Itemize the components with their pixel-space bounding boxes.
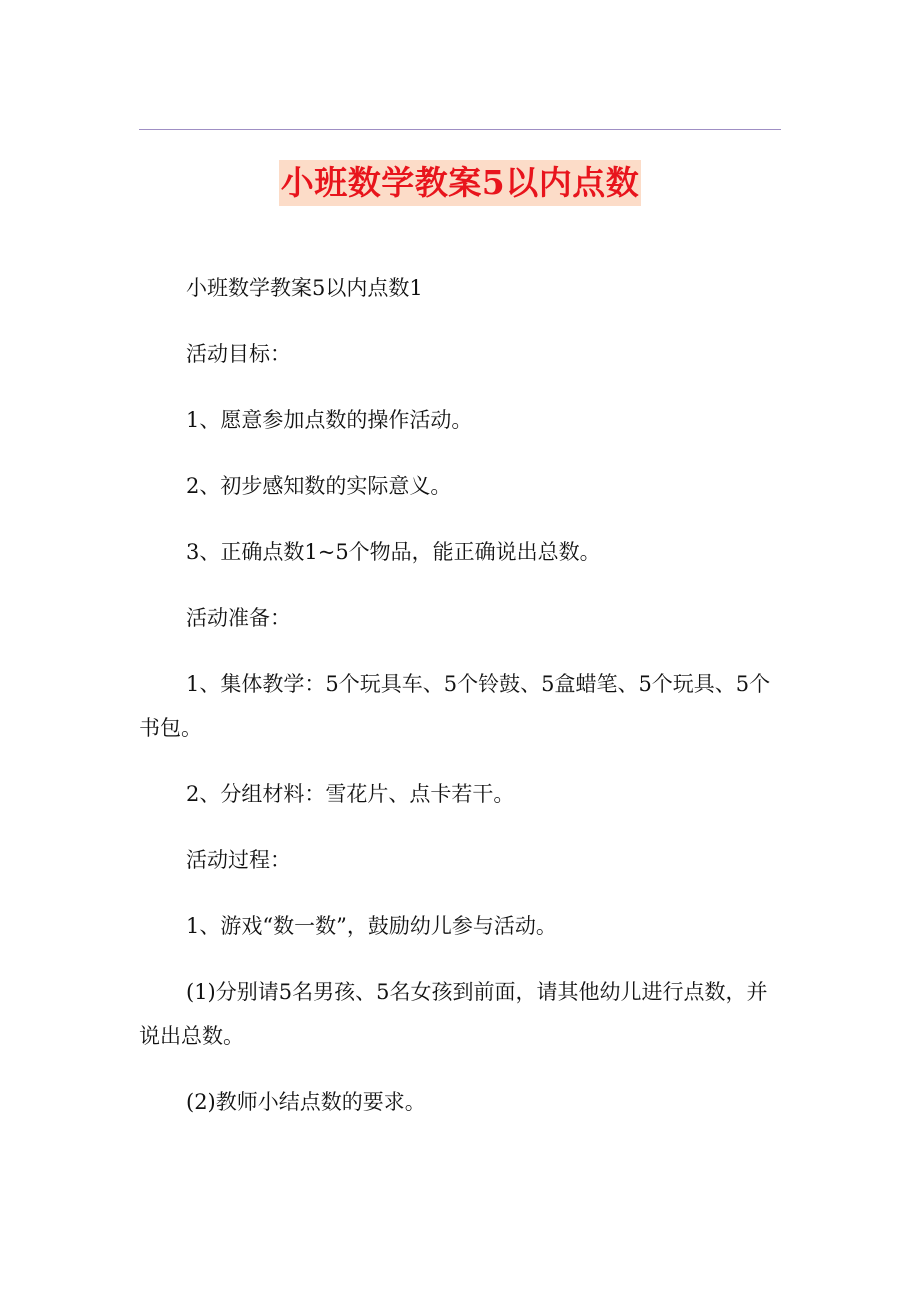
paragraph: 1、集体教学：5个玩具车、5个铃鼓、5盒蜡笔、5个玩具、5个书包。: [139, 672, 771, 740]
paragraph: (1)分别请5名男孩、5名女孩到前面，请其他幼儿进行点数，并说出总数。: [139, 980, 768, 1048]
paragraph: 2、分组材料：雪花片、点卡若干。: [186, 782, 515, 806]
paragraph: 活动准备：: [186, 606, 291, 630]
section-heading: 小班数学教案5以内点数1: [186, 276, 423, 300]
top-divider: [139, 129, 781, 130]
paragraph: 1、游戏“数一数”，鼓励幼儿参与活动。: [186, 914, 557, 938]
paragraph: 3、正确点数1~5个物品，能正确说出总数。: [186, 540, 601, 564]
paragraph: 1、愿意参加点数的操作活动。: [186, 408, 473, 432]
document-title: 小班数学教案5以内点数: [279, 160, 641, 206]
paragraph: 活动目标：: [186, 342, 291, 366]
title-container: [0, 160, 920, 206]
document-body: [139, 266, 784, 1146]
paragraph: 活动过程：: [186, 848, 291, 872]
paragraph: (2)教师小结点数的要求。: [186, 1090, 426, 1114]
paragraph: 2、初步感知数的实际意义。: [186, 474, 452, 498]
